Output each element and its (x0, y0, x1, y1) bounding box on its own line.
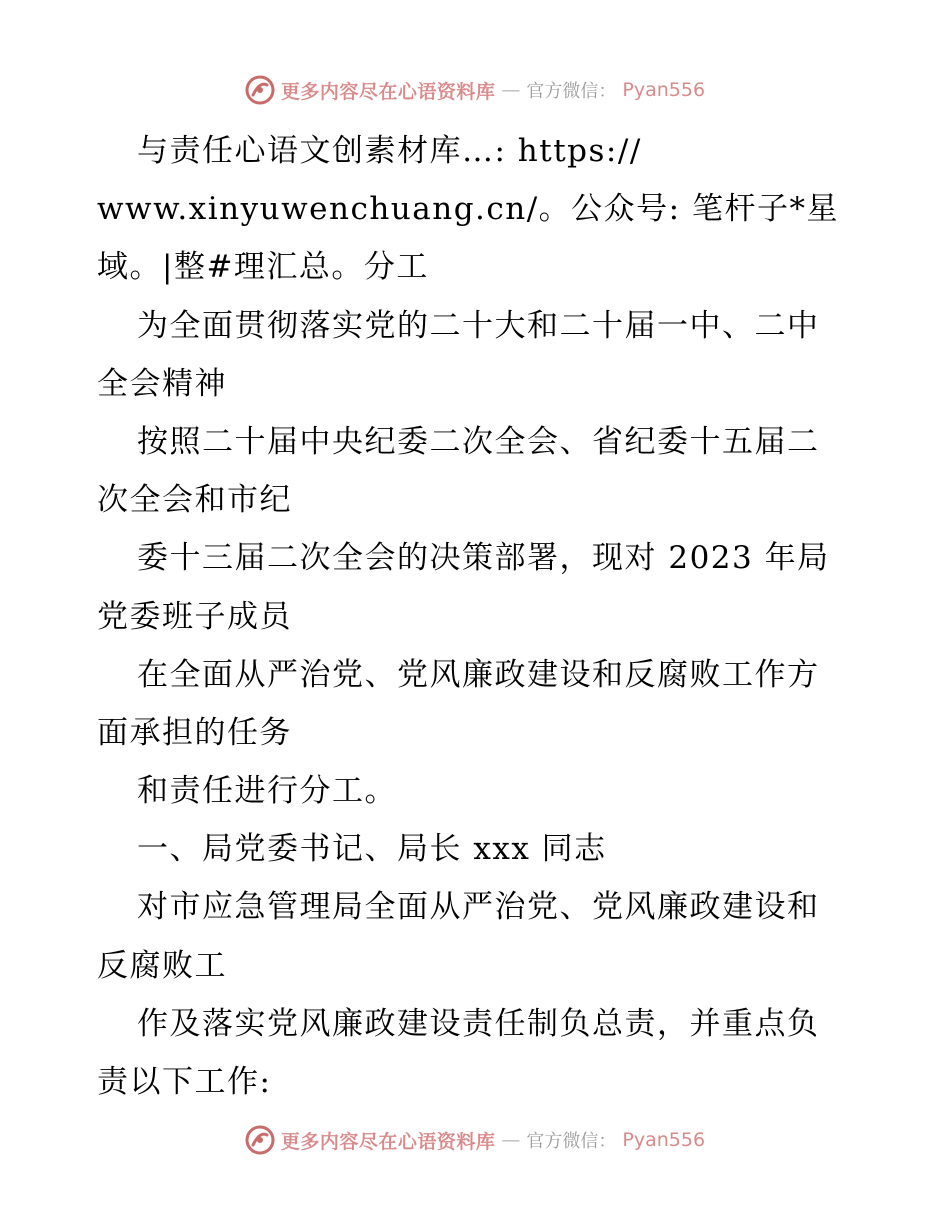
banner-slogan: 更多内容尽在心语资料库 (280, 80, 496, 103)
header-banner (0, 72, 950, 108)
text-line: 在全面从严治党、党风廉政建设和反腐败工作方 (137, 656, 820, 693)
text-line: 和责任进行分工。 (137, 773, 397, 810)
banner-wechat-id: Pyan556 (622, 1129, 706, 1151)
text-line: 对市应急管理局全面从严治党、党风廉政建设和 (137, 889, 820, 926)
text-line: 域。|整#理汇总。分工 (97, 249, 429, 286)
banner-separator: — (501, 1129, 521, 1151)
text-line: 与责任心语文创素材库…: https:// (137, 133, 642, 169)
banner-separator: — (501, 79, 521, 101)
banner-slogan: 更多内容尽在心语资料库 (280, 1130, 496, 1153)
text-line: 党委班子成员 (97, 598, 292, 635)
document-body (97, 122, 853, 1111)
banner-wechat-label: 官方微信： (526, 1131, 617, 1152)
text-line: 全会精神 (97, 365, 227, 402)
text-line: 次全会和市纪 (97, 482, 292, 519)
text-line: 为全面贯彻落实党的二十大和二十届一中、二中 (137, 307, 820, 344)
text-line: 责以下工作: (97, 1064, 272, 1100)
banner-wechat-id: Pyan556 (622, 79, 706, 101)
brand-logo-icon (245, 75, 275, 105)
section-heading: 一、局党委书记、局长 xxx 同志 (137, 831, 607, 868)
text-line: 作及落实党风廉政建设责任制负总责，并重点负 (137, 1005, 820, 1042)
text-line: 反腐败工 (97, 947, 227, 984)
banner-wechat-label: 官方微信： (526, 81, 617, 102)
brand-logo-icon (245, 1125, 275, 1155)
text-line: www.xinyuwenchuang.cn/。公众号: 笔杆子*星 (97, 191, 839, 228)
text-line: 面承担的任务 (97, 714, 292, 751)
text-line: 按照二十届中央纪委二次全会、省纪委十五届二 (137, 423, 820, 460)
text-line: 委十三届二次全会的决策部署，现对 2023 年局 (137, 540, 830, 577)
footer-banner (0, 1122, 950, 1158)
